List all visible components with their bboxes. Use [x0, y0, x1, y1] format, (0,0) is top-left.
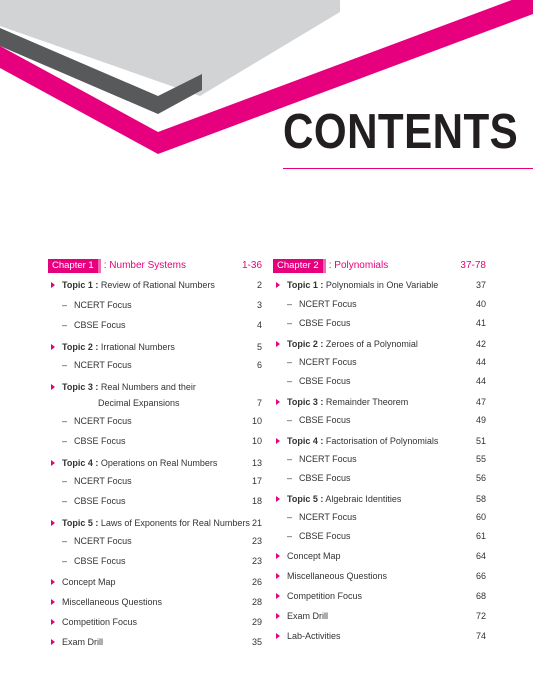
entry-text: CBSE Focus [74, 436, 126, 446]
topic-entry[interactable] [48, 457, 262, 469]
dash-bullet: – [287, 454, 293, 464]
chapter-page-range: 37-78 [460, 260, 486, 271]
topic-entry[interactable] [48, 341, 262, 353]
page-number: 72 [475, 611, 486, 621]
topic-title-continued: Decimal Expansions [98, 398, 180, 408]
entry-text: NCERT Focus [74, 476, 132, 486]
subtopic-entry[interactable] [48, 359, 262, 371]
topic-entry[interactable] [273, 435, 486, 447]
page-number: 2 [256, 280, 262, 290]
topic-title: Polynomials in One Variable [325, 280, 439, 290]
topic-label: Topic 5 : [62, 518, 99, 528]
page-number: 23 [251, 536, 262, 546]
page-number: 60 [475, 512, 486, 522]
topic-title: Factorisation of Polynomials [325, 436, 439, 446]
subtopic-entry[interactable] [273, 414, 486, 426]
entry-text: NCERT Focus [299, 512, 357, 522]
topic-label: Topic 4 : [287, 436, 324, 446]
title-underline [283, 168, 533, 169]
dash-bullet: – [62, 496, 68, 506]
entry-text: Competition Focus [62, 617, 138, 627]
page-number: 13 [251, 458, 262, 468]
dash-bullet: – [62, 360, 68, 370]
topic-label: Topic 3 : [62, 382, 99, 392]
chapter-page-range: 1-36 [241, 260, 262, 271]
page-number: 55 [475, 454, 486, 464]
entry-text: Lab-Activities [287, 631, 341, 641]
page-number: 23 [251, 556, 262, 566]
page-number: 42 [475, 339, 486, 349]
chapter-heading [48, 258, 262, 273]
topic-label: Topic 5 : [287, 494, 324, 504]
subtopic-entry[interactable] [273, 317, 486, 329]
subtopic-entry[interactable] [273, 530, 486, 542]
page-number: 3 [256, 300, 262, 310]
chapter-title: : Polynomials [328, 260, 389, 271]
subtopic-entry[interactable] [48, 299, 262, 311]
section-entry[interactable] [273, 550, 486, 562]
page-title: CONTENTS [283, 105, 519, 159]
section-entry[interactable] [273, 610, 486, 622]
entry-text: NCERT Focus [299, 299, 357, 309]
page-number: 4 [256, 320, 262, 330]
section-entry[interactable] [273, 590, 486, 602]
subtopic-entry[interactable] [48, 535, 262, 547]
page-number: 40 [475, 299, 486, 309]
entry-text: NCERT Focus [74, 536, 132, 546]
section-entry[interactable] [48, 596, 262, 608]
page-number: 47 [475, 397, 486, 407]
page-number: 68 [475, 591, 486, 601]
section-entry[interactable] [273, 630, 486, 642]
section-entry[interactable] [273, 570, 486, 582]
entry-text: CBSE Focus [299, 531, 351, 541]
entry-text: NCERT Focus [74, 416, 132, 426]
dash-bullet: – [62, 320, 68, 330]
entry-text: Exam Drill [287, 611, 329, 621]
topic-entry[interactable] [273, 396, 486, 408]
page-number: 28 [251, 597, 262, 607]
topic-title: Zeroes of a Polynomial [325, 339, 418, 349]
subtopic-entry[interactable] [48, 435, 262, 447]
dash-bullet: – [287, 512, 293, 522]
topic-label: Topic 2 : [287, 339, 324, 349]
entry-text: Miscellaneous Questions [287, 571, 388, 581]
topic-label: Topic 1 : [62, 280, 99, 290]
page-number: 5 [256, 342, 262, 352]
entry-text: CBSE Focus [299, 376, 351, 386]
entry-text: CBSE Focus [299, 318, 351, 328]
subtopic-entry[interactable] [273, 375, 486, 387]
page-number: 61 [475, 531, 486, 541]
page-number: 74 [475, 631, 486, 641]
entry-text: CBSE Focus [74, 320, 126, 330]
dash-bullet: – [62, 436, 68, 446]
page-number: 51 [475, 436, 486, 446]
page-number: 29 [251, 617, 262, 627]
dash-bullet: – [287, 299, 293, 309]
entry-text: Concept Map [62, 577, 116, 587]
entry-text: NCERT Focus [299, 357, 357, 367]
page-number: 35 [251, 637, 262, 647]
page-number: 44 [475, 357, 486, 367]
entry-text: NCERT Focus [74, 360, 132, 370]
page-number: 64 [475, 551, 486, 561]
section-entry[interactable] [48, 576, 262, 588]
subtopic-entry[interactable] [48, 495, 262, 507]
subtopic-entry[interactable] [273, 356, 486, 368]
page-number: 37 [475, 280, 486, 290]
entry-text: Miscellaneous Questions [62, 597, 163, 607]
topic-entry[interactable] [273, 493, 486, 505]
subtopic-entry[interactable] [48, 415, 262, 427]
dash-bullet: – [62, 300, 68, 310]
entry-text: Concept Map [287, 551, 341, 561]
entry-text: CBSE Focus [299, 473, 351, 483]
chapter-badge: Chapter 1 [48, 259, 98, 273]
page-number: 18 [251, 496, 262, 506]
dash-bullet: – [287, 531, 293, 541]
dash-bullet: – [62, 416, 68, 426]
page-number: 44 [475, 376, 486, 386]
dash-bullet: – [287, 318, 293, 328]
page-number: 10 [251, 416, 262, 426]
topic-title: Real Numbers and their [100, 382, 196, 392]
entry-text: NCERT Focus [74, 300, 132, 310]
page-number: 10 [251, 436, 262, 446]
entry-text: Competition Focus [287, 591, 363, 601]
section-entry[interactable] [48, 616, 262, 628]
entry-text: CBSE Focus [299, 415, 351, 425]
contents-column-right [273, 258, 486, 642]
subtopic-entry[interactable] [273, 298, 486, 310]
topic-entry[interactable] [48, 517, 262, 529]
topic-label: Topic 2 : [62, 342, 99, 352]
dash-bullet: – [287, 376, 293, 386]
dash-bullet: – [62, 536, 68, 546]
topic-title: Laws of Exponents for Real Numbers [100, 518, 250, 528]
topic-entry[interactable] [273, 279, 486, 291]
topic-title: Irrational Numbers [100, 342, 175, 352]
entry-text: CBSE Focus [74, 496, 126, 506]
topic-label: Topic 1 : [287, 280, 324, 290]
dash-bullet: – [287, 473, 293, 483]
page-number: 6 [256, 360, 262, 370]
dash-bullet: – [287, 415, 293, 425]
topic-label: Topic 3 : [287, 397, 324, 407]
chapter-title: : Number Systems [103, 260, 186, 271]
topic-title: Algebraic Identities [325, 494, 402, 504]
entry-text: CBSE Focus [74, 556, 126, 566]
entry-text: Exam Drill [62, 637, 104, 647]
subtopic-entry[interactable] [273, 453, 486, 465]
dash-bullet: – [287, 357, 293, 367]
page-number: 41 [475, 318, 486, 328]
topic-entry[interactable] [48, 279, 262, 291]
page-number: 26 [251, 577, 262, 587]
topic-label: Topic 4 : [62, 458, 99, 468]
page-number: 7 [256, 398, 262, 408]
subtopic-entry[interactable] [273, 511, 486, 523]
dash-bullet: – [62, 476, 68, 486]
page-number: 58 [475, 494, 486, 504]
chapter-heading [273, 258, 486, 273]
topic-entry[interactable] [273, 338, 486, 350]
chapter-badge: Chapter 2 [273, 259, 323, 273]
contents-column-left [48, 258, 262, 648]
topic-title: Remainder Theorem [325, 397, 409, 407]
page-number: 66 [475, 571, 486, 581]
subtopic-entry[interactable] [48, 319, 262, 331]
entry-text: NCERT Focus [299, 454, 357, 464]
page-number: 56 [475, 473, 486, 483]
dash-bullet: – [62, 556, 68, 566]
page-number: 21 [251, 518, 262, 528]
topic-title: Review of Rational Numbers [100, 280, 215, 290]
page-number: 49 [475, 415, 486, 425]
subtopic-entry[interactable] [48, 555, 262, 567]
topic-title: Operations on Real Numbers [100, 458, 218, 468]
section-entry[interactable] [48, 636, 262, 648]
topic-entry[interactable] [48, 381, 262, 409]
page-number: 17 [251, 476, 262, 486]
subtopic-entry[interactable] [273, 472, 486, 484]
subtopic-entry[interactable] [48, 475, 262, 487]
